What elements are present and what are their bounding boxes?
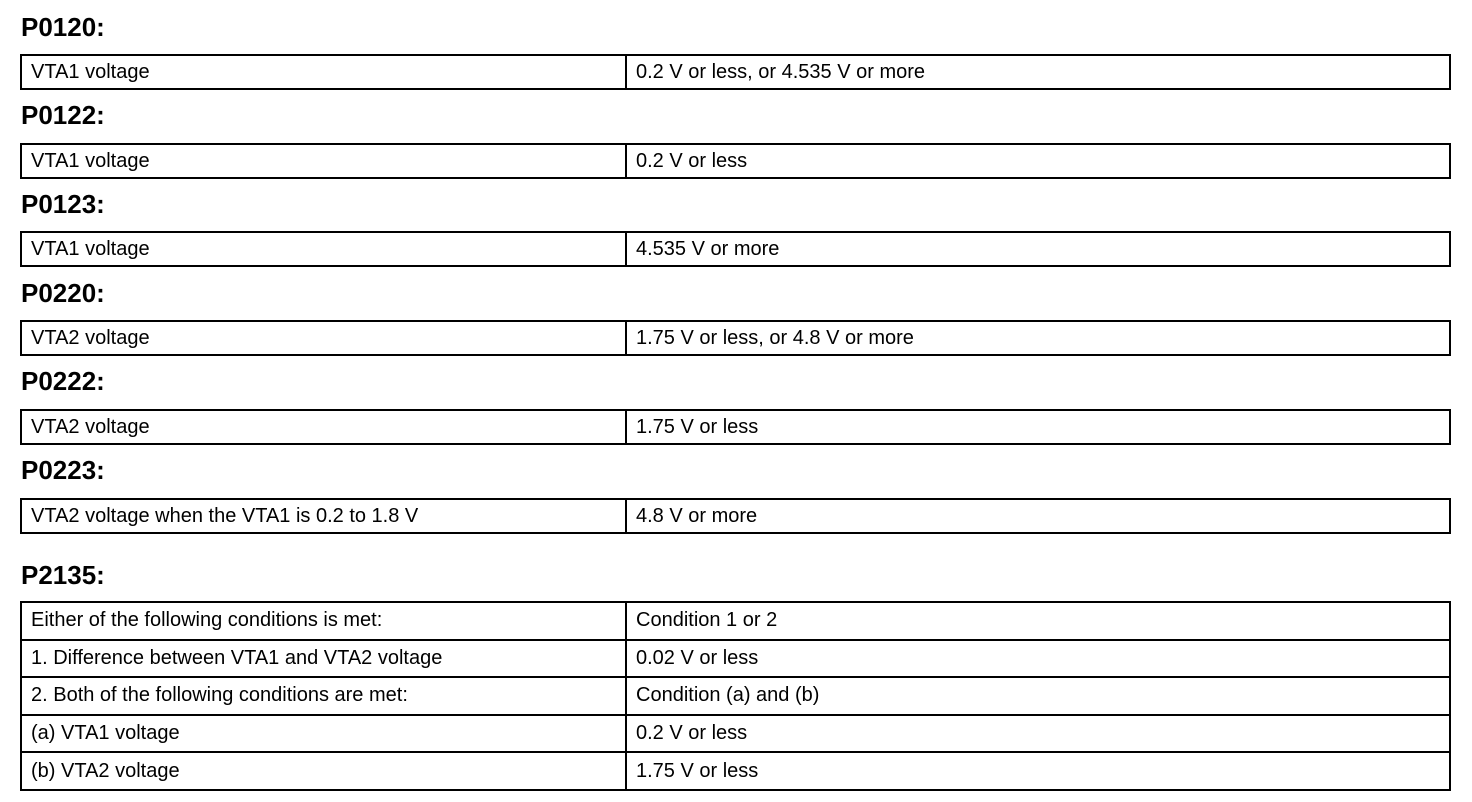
- threshold-cell: 4.535 V or more: [626, 232, 1450, 266]
- condition-cell: VTA1 voltage: [21, 55, 626, 89]
- dtc-table-p0123: [20, 231, 1451, 267]
- dtc-heading-p2135: P2135:: [21, 560, 105, 590]
- threshold-cell: 1.75 V or less: [626, 410, 1450, 444]
- dtc-heading-p0222: P0222:: [21, 366, 105, 396]
- condition-cell: (b) VTA2 voltage: [21, 752, 626, 790]
- condition-cell: VTA1 voltage: [21, 232, 626, 266]
- dtc-heading-p0223: P0223:: [21, 455, 105, 485]
- condition-cell: VTA2 voltage: [21, 321, 626, 355]
- threshold-cell: Condition 1 or 2: [626, 602, 1450, 640]
- dtc-table-p0220: [20, 320, 1451, 356]
- dtc-heading-p0120: P0120:: [21, 12, 105, 42]
- threshold-cell: 0.2 V or less, or 4.535 V or more: [626, 55, 1450, 89]
- threshold-cell: 0.2 V or less: [626, 715, 1450, 753]
- threshold-cell: 4.8 V or more: [626, 499, 1450, 533]
- dtc-table-p0122: [20, 143, 1451, 179]
- table-row: [21, 677, 1450, 715]
- dtc-heading-p0122: P0122:: [21, 100, 105, 130]
- dtc-table-p0222: [20, 409, 1451, 445]
- dtc-table-p0120: [20, 54, 1451, 90]
- threshold-cell: 0.2 V or less: [626, 144, 1450, 178]
- condition-cell: VTA2 voltage when the VTA1 is 0.2 to 1.8 V: [21, 499, 626, 533]
- dtc-table-p2135: [20, 601, 1451, 791]
- table-row: [21, 752, 1450, 790]
- table-row: [21, 499, 1450, 533]
- dtc-table-p0223: [20, 498, 1451, 534]
- condition-cell: VTA2 voltage: [21, 410, 626, 444]
- condition-cell: Either of the following conditions is met:: [21, 602, 626, 640]
- table-row: [21, 144, 1450, 178]
- table-row: [21, 321, 1450, 355]
- dtc-heading-p0123: P0123:: [21, 189, 105, 219]
- threshold-cell: 1.75 V or less: [626, 752, 1450, 790]
- dtc-heading-p0220: P0220:: [21, 278, 105, 308]
- condition-cell: (a) VTA1 voltage: [21, 715, 626, 753]
- table-row: [21, 410, 1450, 444]
- threshold-cell: 1.75 V or less, or 4.8 V or more: [626, 321, 1450, 355]
- table-row: [21, 602, 1450, 640]
- table-row: [21, 715, 1450, 753]
- condition-cell: 2. Both of the following conditions are met:: [21, 677, 626, 715]
- threshold-cell: Condition (a) and (b): [626, 677, 1450, 715]
- table-row: [21, 232, 1450, 266]
- condition-cell: VTA1 voltage: [21, 144, 626, 178]
- threshold-cell: 0.02 V or less: [626, 640, 1450, 678]
- table-row: [21, 640, 1450, 678]
- table-row: [21, 55, 1450, 89]
- condition-cell: 1. Difference between VTA1 and VTA2 voltage: [21, 640, 626, 678]
